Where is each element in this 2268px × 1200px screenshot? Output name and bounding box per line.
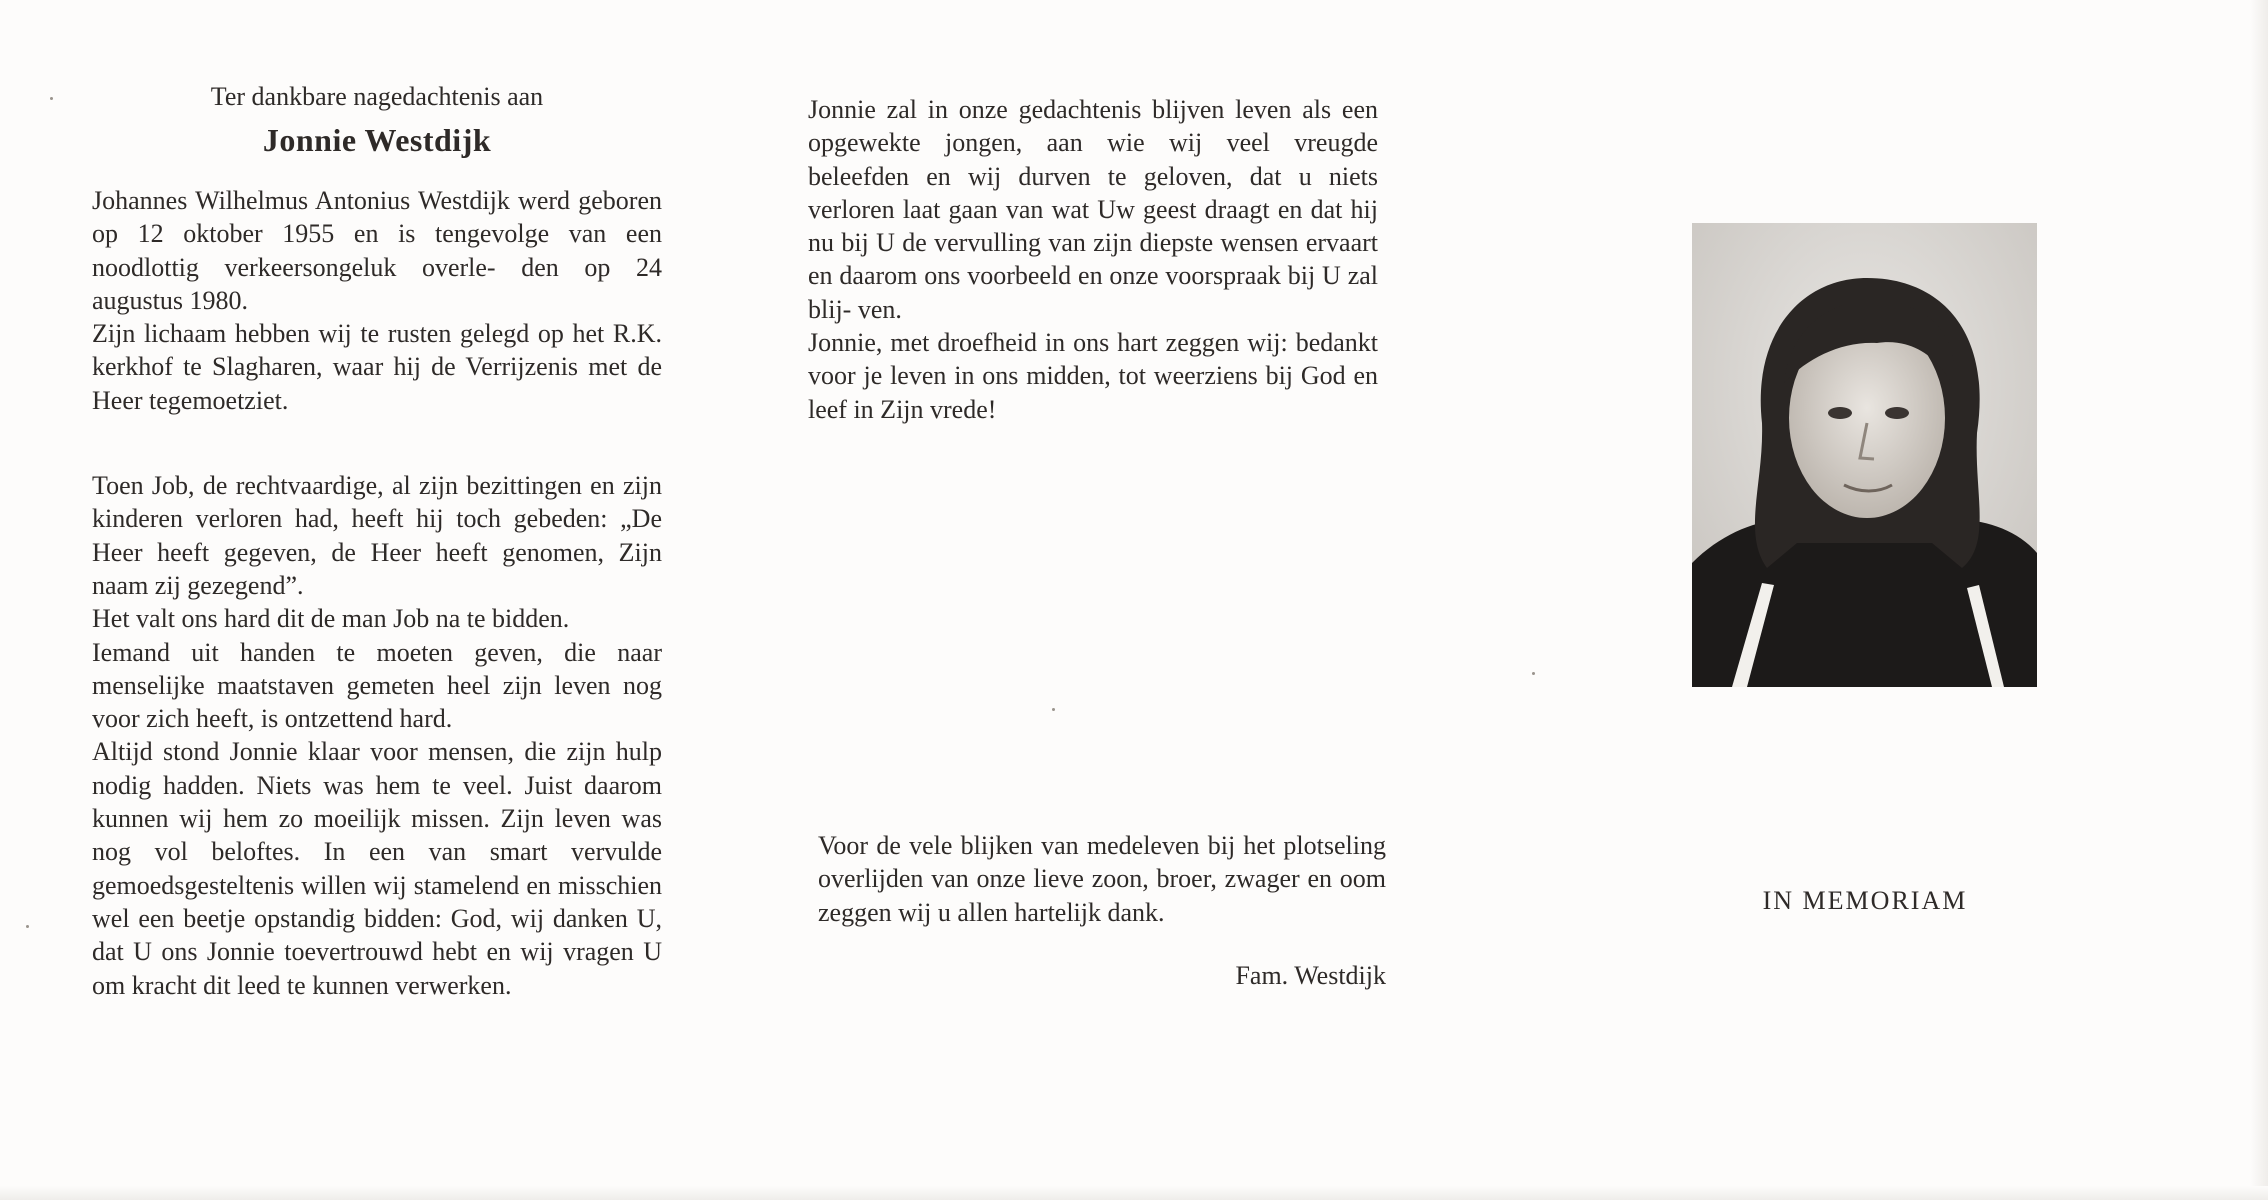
left-column [92,80,662,1002]
remembrance-paragraph: Jonnie zal in onze gedachtenis blijven leven als een opgewekte jongen, aan wie wij veel vreugde beleefden en wij durven te geloven, dat u niets verloren laat gaan van wat Uw geest draagt en dat hij nu bij U de vervulling van zijn diepste wensen ervaart en daarom ons voorbeeld en onze voorspraak bij U zal blij- ven. [808,95,1378,324]
paper-speck [1532,672,1535,675]
in-memoriam-title: IN MEMORIAM [1762,886,1968,915]
card-edge-bottom [0,1186,2268,1200]
thanks-paragraph: Voor de vele blijken van medeleven bij het plotseling overlijden van onze lieve zoon, broer, zwager en oom zeggen wij u allen hartelijk dank. [818,831,1386,927]
paper-speck [1052,708,1055,711]
loss-paragraph: Iemand uit handen te moeten geven, die naar menselijke maatstaven gemeten heel zijn leven nog voor zich heeft, is ontzettend hard. [92,637,662,734]
portrait-image [1692,223,2037,687]
farewell-paragraph: Jonnie, met droefheid in ons hart zeggen wij: bedankt voor je leven in ons midden, tot weerziens bij God en leef in Zijn vrede! [808,328,1378,424]
job-paragraph: Toen Job, de rechtvaardige, al zijn bezittingen en zijn kinderen verloren had, heeft hij toch gebeden: „De Heer heeft gegeven, de Heer heeft genomen, Zijn naam zij gezegend”. [92,471,662,600]
family-signature: Fam. Westdijk [1235,960,1386,990]
paper-speck [50,97,53,100]
middle-column-bottom [818,829,1386,992]
job-reflection: Het valt ons hard dit de man Job na te bidden. [92,604,570,634]
card-edge-right [2250,0,2268,1200]
middle-column-top [808,93,1378,426]
biography-paragraph: Johannes Wilhelmus Antonius Westdijk werd geboren op 12 oktober 1955 en is tengevolge van een noodlottig verkeersongeluk overle- den op 24 augustus 1980. [92,186,662,315]
burial-paragraph: Zijn lichaam hebben wij te rusten gelegd op het R.K. kerkhof te Slagharen, waar hij de Verrijzenis met de Heer tegemoetziet. [92,319,662,415]
paper-speck [26,925,29,928]
deceased-name: Jonnie Westdijk [262,122,492,158]
character-paragraph: Altijd stond Jonnie klaar voor mensen, die zijn hulp nodig hadden. Niets was hem te veel. Juist daarom kunnen wij hem zo moeilijk missen. Zijn leven was nog vol beloftes. In een van smart vervulde gemoedsgesteltenis willen wij stamelend en misschien wel een beetje opstandig bidden: God, wij danken U, dat U ons Jonnie toevertrouwd hebt en wij vragen U om kracht dit leed te kunnen verwerken. [92,737,662,1000]
dedication-line: Ter dankbare nagedachtenis aan [210,82,544,111]
header [92,80,662,162]
portrait-photo [1692,223,2037,687]
